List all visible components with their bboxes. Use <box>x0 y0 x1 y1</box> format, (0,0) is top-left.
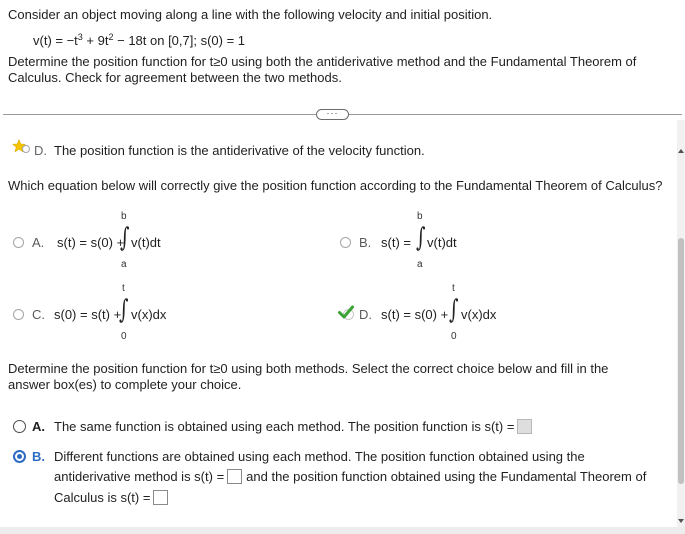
option-a-upper-limit: b <box>121 211 127 222</box>
option-b-lhs: s(t) = <box>381 235 411 250</box>
answer-box-ftc[interactable] <box>153 490 168 505</box>
answer-box-same-function[interactable] <box>517 419 532 434</box>
question-1-prompt: Which equation below will correctly give the position function according to the Fundamental Theorem of Calculus? <box>8 178 663 193</box>
option-b-letter: B. <box>359 235 372 250</box>
final-option-a-letter: A. <box>32 419 45 434</box>
part-d-letter: D. <box>34 143 47 158</box>
option-a-integrand: v(t)dt <box>131 235 161 250</box>
integral-sign-icon: ∫ <box>449 295 459 325</box>
option-a-radio[interactable] <box>13 237 24 248</box>
option-b-integrand: v(t)dt <box>427 235 457 250</box>
question-2-prompt-line-2: answer box(es) to complete your choice. <box>8 377 242 392</box>
velocity-equation <box>33 33 245 48</box>
option-d-lower-limit: 0 <box>451 331 457 342</box>
check-icon <box>338 305 354 319</box>
final-option-b-line-3 <box>54 490 168 505</box>
ftc-label: and the position function obtained using the Fundamental Theorem of <box>246 469 647 484</box>
option-c-upper-limit: t <box>122 283 125 294</box>
option-d-integrand: v(x)dx <box>461 307 497 322</box>
velocity-suffix: − 18t on [0,7]; s(0) = 1 <box>113 33 246 48</box>
option-a-lower-limit: a <box>121 259 127 270</box>
scroll-down-icon[interactable] <box>678 519 684 523</box>
final-option-a-label: The same function is obtained using each method. The position function is s(t) = <box>54 419 515 434</box>
instruction-line-2: Calculus. Check for agreement between the two methods. <box>8 70 342 85</box>
integral-sign-icon: ∫ <box>120 223 130 253</box>
final-option-b-line-1: Different functions are obtained using each method. The position function obtained using the <box>54 449 585 464</box>
option-b-lower-limit: a <box>417 259 423 270</box>
option-c-letter: C. <box>32 307 45 322</box>
option-c-radio[interactable] <box>13 309 24 320</box>
integral-sign-icon: ∫ <box>416 223 426 253</box>
option-b-upper-limit: b <box>417 211 423 222</box>
bottom-toolbar <box>0 527 685 534</box>
final-option-a-radio[interactable] <box>13 420 26 433</box>
instruction-line-1: Determine the position function for t≥0 using both the antiderivative method and the Fundamental Theorem of <box>8 54 637 69</box>
intro-text: Consider an object moving along a line with the following velocity and initial position. <box>8 7 493 22</box>
final-option-a-text <box>54 419 532 434</box>
scrollbar-thumb[interactable] <box>678 238 684 484</box>
answer-box-antiderivative[interactable] <box>227 469 242 484</box>
velocity-exponent-2: 2 <box>108 32 114 42</box>
velocity-exponent-3: 3 <box>77 32 83 42</box>
option-d-lhs: s(t) = s(0) + <box>381 307 449 322</box>
part-d-text: The position function is the antiderivative of the velocity function. <box>54 143 425 158</box>
option-c-integrand: v(x)dx <box>131 307 167 322</box>
option-b-radio[interactable] <box>340 237 351 248</box>
option-d-letter: D. <box>359 307 372 322</box>
velocity-prefix: v(t) = −t <box>33 33 78 48</box>
final-option-b-radio[interactable] <box>13 450 26 463</box>
option-c-lower-limit: 0 <box>121 331 127 342</box>
option-a-letter: A. <box>32 235 45 250</box>
final-option-b-line-2 <box>54 469 646 484</box>
final-option-b-letter: B. <box>32 449 45 464</box>
option-d-upper-limit: t <box>452 283 455 294</box>
question-2-prompt-line-1: Determine the position function for t≥0 using both methods. Select the correct choice below and fill in the <box>8 361 609 376</box>
scroll-up-icon[interactable] <box>678 149 684 153</box>
expand-more-button[interactable]: ··· <box>316 109 349 120</box>
antiderivative-label: antiderivative method is s(t) = <box>54 469 225 484</box>
part-d-radio <box>22 145 30 153</box>
velocity-mid: + 9t <box>82 33 109 48</box>
option-a-lhs: s(t) = s(0) + <box>57 235 125 250</box>
option-c-lhs: s(0) = s(t) + <box>54 307 122 322</box>
ftc-result-label: Calculus is s(t) = <box>54 490 151 505</box>
integral-sign-icon: ∫ <box>119 295 129 325</box>
